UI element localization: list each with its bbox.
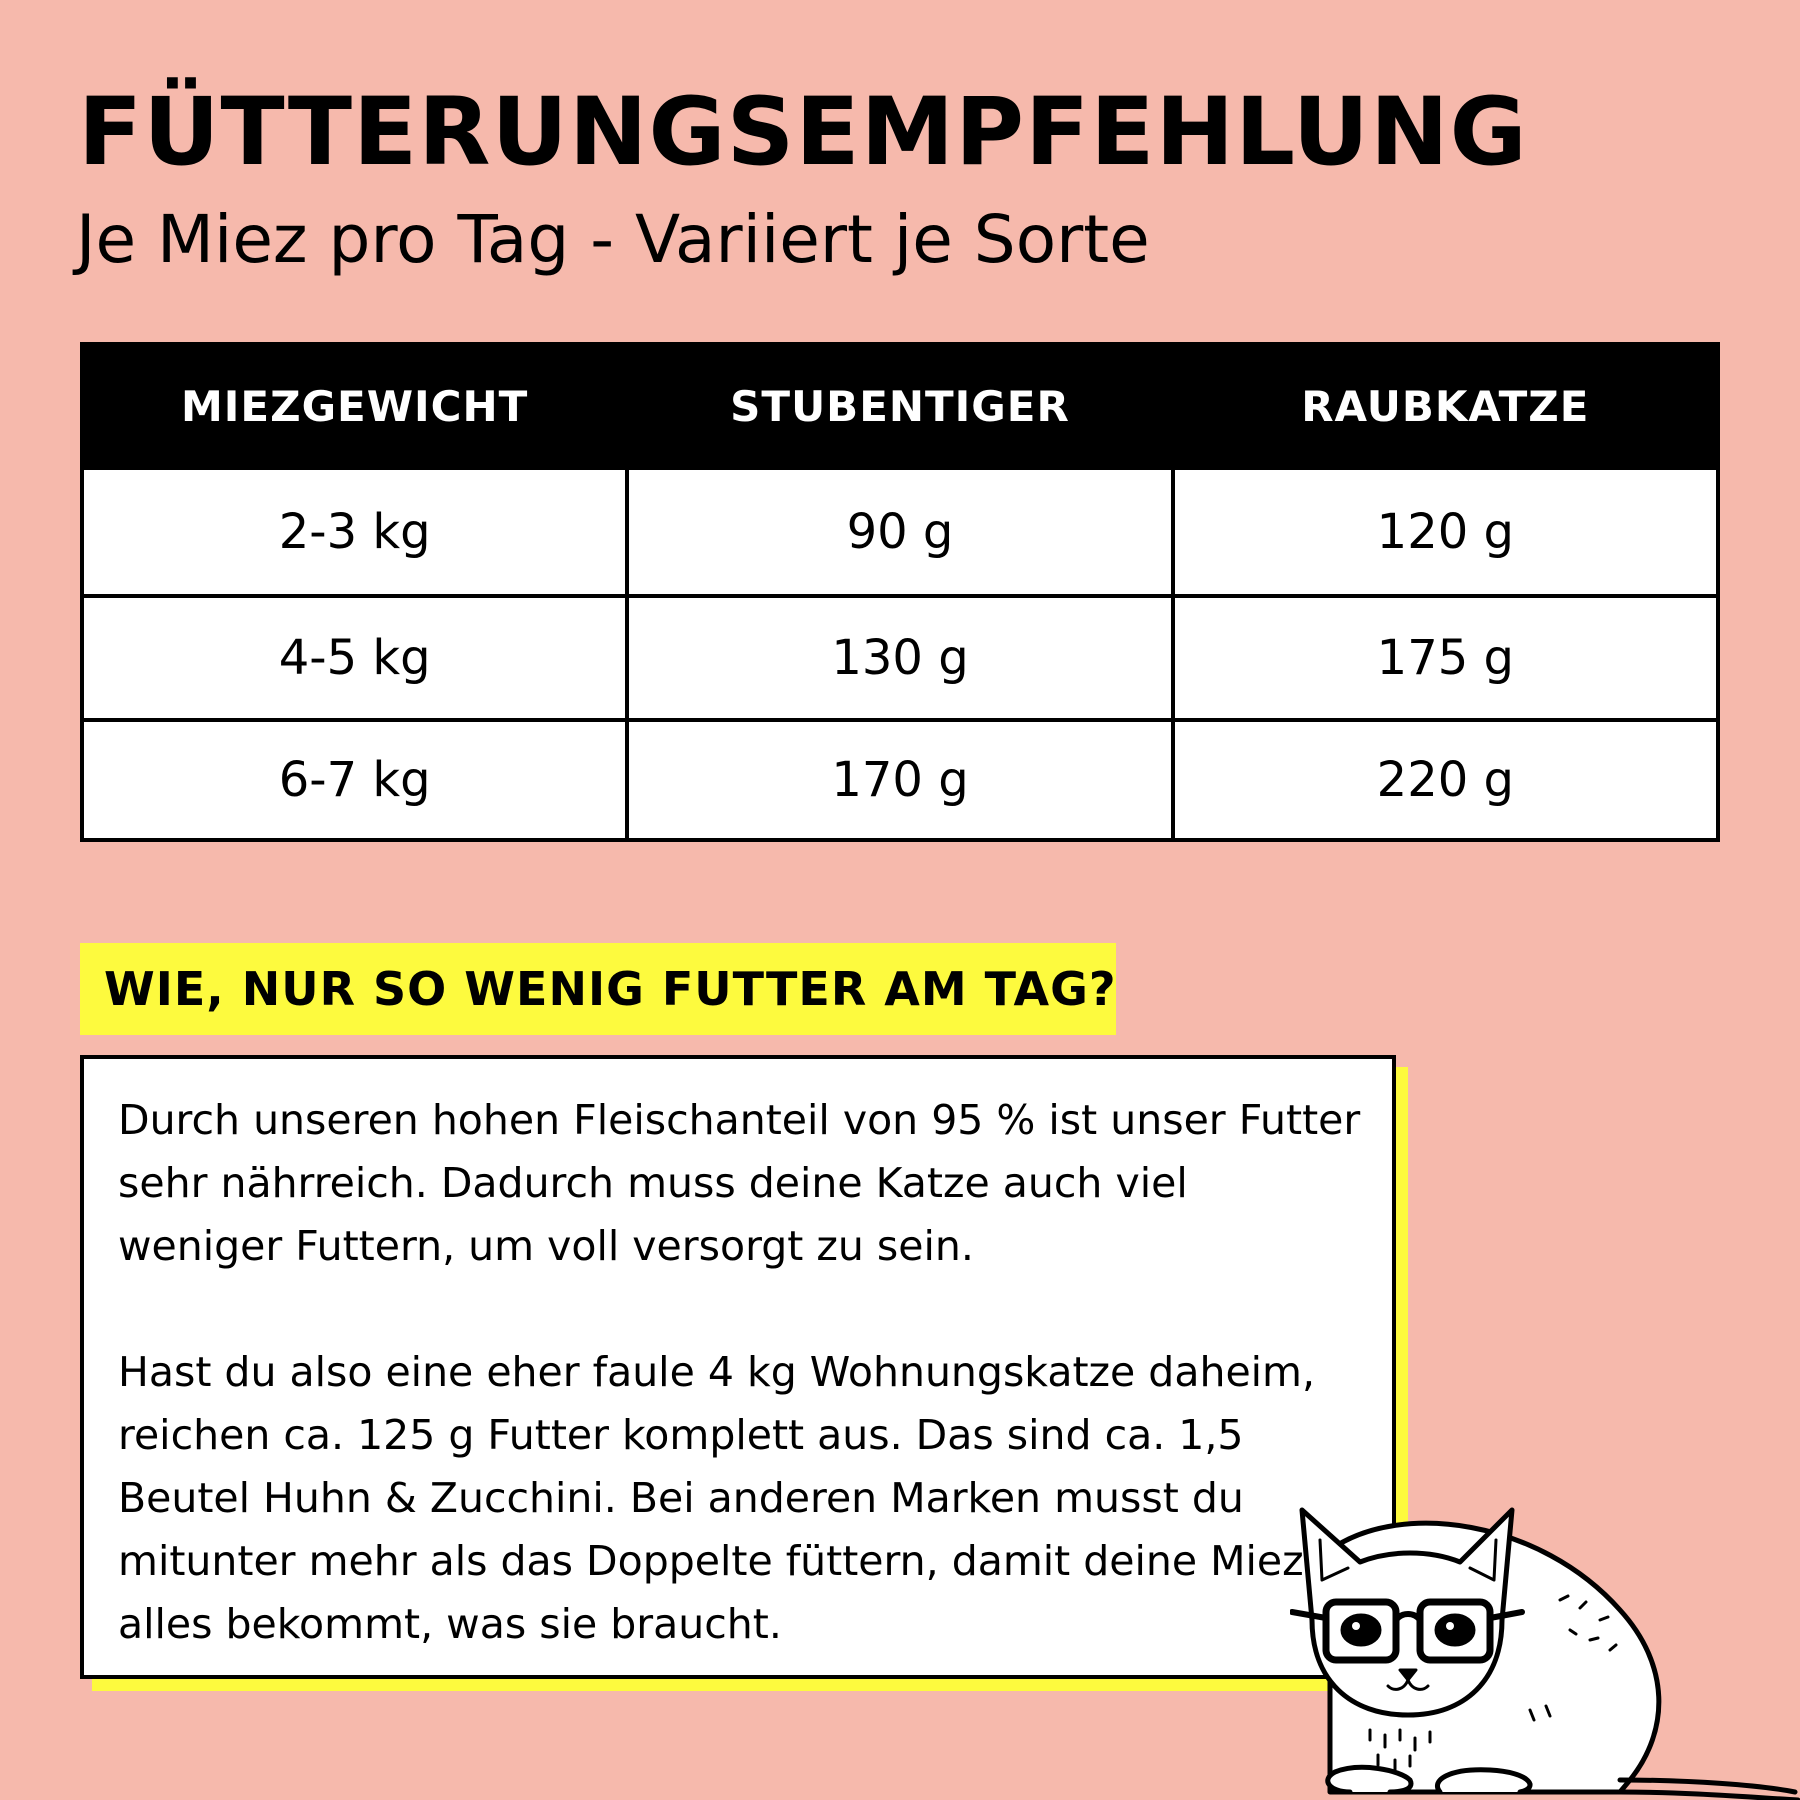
- info-box: [80, 1055, 1396, 1679]
- table-cell-weight: 4-5 kg: [82, 596, 627, 720]
- table-cell-stubentiger: 130 g: [627, 596, 1172, 720]
- info-paragraph-2: Hast du also eine eher faule 4 kg Wohnungskatze daheim, reichen ca. 125 g Futter komplett aus. Das sind ca. 1,5 Beutel Huhn & Zucchini. Bei anderen Marken musst du mitunter mehr als das Doppelte füttern, damit deine Miez alles bekommt, was sie braucht.: [118, 1348, 1316, 1648]
- table-row: [82, 468, 1718, 596]
- table-cell-weight: 2-3 kg: [82, 468, 627, 596]
- page-title: FÜTTERUNGSEMPFEHLUNG: [78, 78, 1528, 187]
- table-header-row: [82, 344, 1718, 468]
- cat-with-glasses-icon: [1290, 1480, 1800, 1800]
- table-cell-raubkatze: 120 g: [1173, 468, 1718, 596]
- column-header-weight: MIEZGEWICHT: [82, 344, 627, 468]
- page-subtitle: Je Miez pro Tag - Variiert je Sorte: [76, 201, 1150, 278]
- feeding-table: [80, 342, 1720, 842]
- table-row: [82, 596, 1718, 720]
- table-row: [82, 720, 1718, 840]
- table-cell-raubkatze: 220 g: [1173, 720, 1718, 840]
- info-heading: WIE, NUR SO WENIG FUTTER AM TAG?: [80, 943, 1116, 1035]
- table-cell-stubentiger: 90 g: [627, 468, 1172, 596]
- info-paragraph-1: Durch unseren hohen Fleischanteil von 95 % ist unser Futter sehr nährreich. Dadurch muss deine Katze auch viel weniger Futtern, um voll versorgt zu sein.: [118, 1096, 1361, 1270]
- column-header-stubentiger: STUBENTIGER: [627, 344, 1172, 468]
- table-cell-raubkatze: 175 g: [1173, 596, 1718, 720]
- table-cell-stubentiger: 170 g: [627, 720, 1172, 840]
- table-cell-weight: 6-7 kg: [82, 720, 627, 840]
- column-header-raubkatze: RAUBKATZE: [1173, 344, 1718, 468]
